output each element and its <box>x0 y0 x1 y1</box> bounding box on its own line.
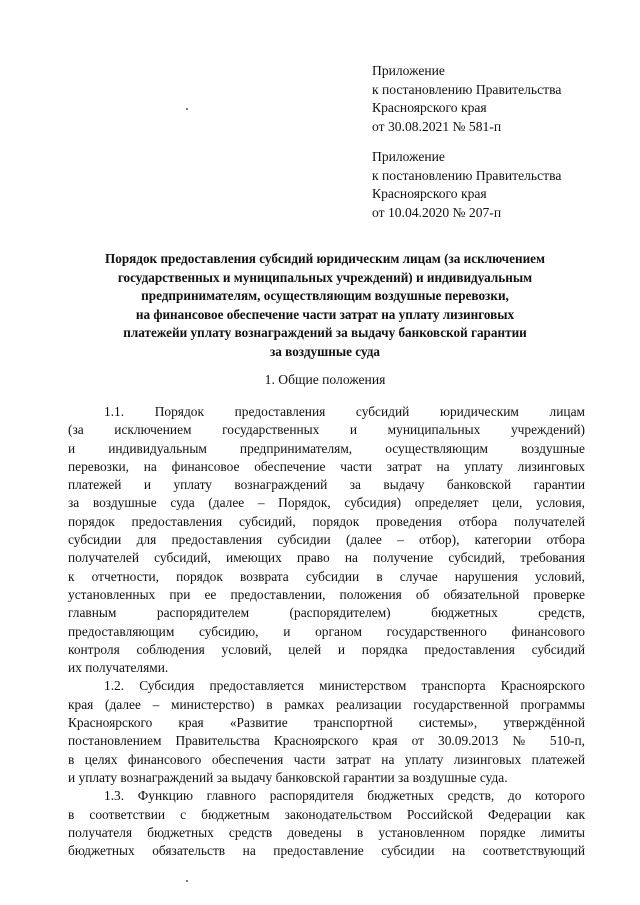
text-line: Красноярского края «Развитие транспортной системы», утверждённой <box>68 715 585 731</box>
text-line: 1.2. Субсидия предоставляется министерством транспорта Красноярского <box>104 678 585 694</box>
title-line: на финансовое обеспечение части затрат на уплату лизинговых <box>135 306 515 322</box>
section-heading: 1. Общие положения <box>264 372 386 387</box>
attachment-line: к постановлению Правительства <box>372 81 562 97</box>
attachment-note-2020 <box>372 148 561 222</box>
text-line: предоставляющим субсидию, и органом государственного финансового <box>68 623 585 639</box>
text-line: платежей и уплату вознаграждений за выдачу банковской гарантии <box>68 477 585 493</box>
text-line: получателей субсидий, имеющих право на получение субсидий, требования <box>68 550 585 566</box>
attachment-line: от 30.08.2021 № 581-п <box>372 118 502 134</box>
attachment-line: от 10.04.2020 № 207-п <box>372 204 502 220</box>
text-line: и уплату вознаграждений за выдачу банковской гарантии за воздушные суда. <box>68 769 508 785</box>
text-line: постановлением Правительства Красноярского края от 30.09.2013 № 510-п, <box>68 733 585 749</box>
title-line: предпринимателям, осуществляющим воздушные перевозки, <box>141 288 509 304</box>
title-line: государственных и муниципальных учреждений) и индивидуальным <box>117 269 533 285</box>
attachment-line: Красноярского края <box>372 186 487 202</box>
text-line: их получателями. <box>68 660 169 676</box>
scan-speck <box>186 108 188 110</box>
text-line: края (далее – министерство) в рамках реализации государственной программы <box>68 696 585 712</box>
text-line: бюджетных обязательств на предоставление субсидии на соответствующий <box>68 843 585 859</box>
text-line: главным распорядителем (распорядителем) бюджетных средств, <box>68 605 585 621</box>
text-line: 1.3. Функцию главного распорядителя бюджетных средств, до которого <box>104 788 585 804</box>
text-line: субсидии для предоставления субсидии (далее – отбор), категории отбора <box>68 532 585 548</box>
attachment-line: Красноярского края <box>372 100 487 116</box>
text-line: перевозки, на финансовое обеспечение части затрат на уплату лизинговых <box>68 458 585 474</box>
text-line: получателя бюджетных средств доведены в установленном порядке лимиты <box>68 824 585 840</box>
attachment-line: Приложение <box>372 149 445 164</box>
title-line: платежейи уплату вознаграждений за выдачу банковской гарантии <box>123 325 527 341</box>
text-line: 1.1. Порядок предоставления субсидий юридическим лицам <box>104 404 585 419</box>
title-line: Порядок предоставления субсидий юридическим лицам (за исключением <box>104 251 546 266</box>
text-line: контроля соблюдения условий, целей и порядка предоставления субсидий <box>68 641 585 657</box>
paragraph-1-3 <box>68 787 585 860</box>
attachment-line: к постановлению Правительства <box>372 167 562 183</box>
attachment-line: Приложение <box>372 63 445 78</box>
text-line: в соответствии с бюджетным законодательством Российской Федерации как <box>68 806 585 822</box>
text-line: в целях финансового обеспечения части затрат на уплату лизинговых платежей <box>68 751 585 767</box>
text-line: за воздушные суда (далее – Порядок, субсидия) определяет цели, условия, <box>68 495 585 511</box>
title-line: за воздушные суда <box>269 343 381 359</box>
text-line: (за исключением государственных и муниципальных учреждений) <box>68 422 585 438</box>
scan-speck <box>186 880 188 882</box>
text-line: порядок предоставления субсидий, порядок проведения отбора получателей <box>68 513 585 529</box>
attachment-note-2021 <box>372 62 561 136</box>
paragraph-1-2 <box>68 677 585 787</box>
text-line: к отчетности, порядок возврата субсидии в случае нарушения условий, <box>68 568 585 584</box>
document-title <box>60 250 590 362</box>
text-line: установленных при ее предоставлении, положения об обязательной проверке <box>68 586 585 602</box>
text-line: и индивидуальным предпринимателям, осуществляющим воздушные <box>68 440 585 456</box>
paragraph-1-1 <box>68 403 585 677</box>
body-text <box>68 403 585 860</box>
